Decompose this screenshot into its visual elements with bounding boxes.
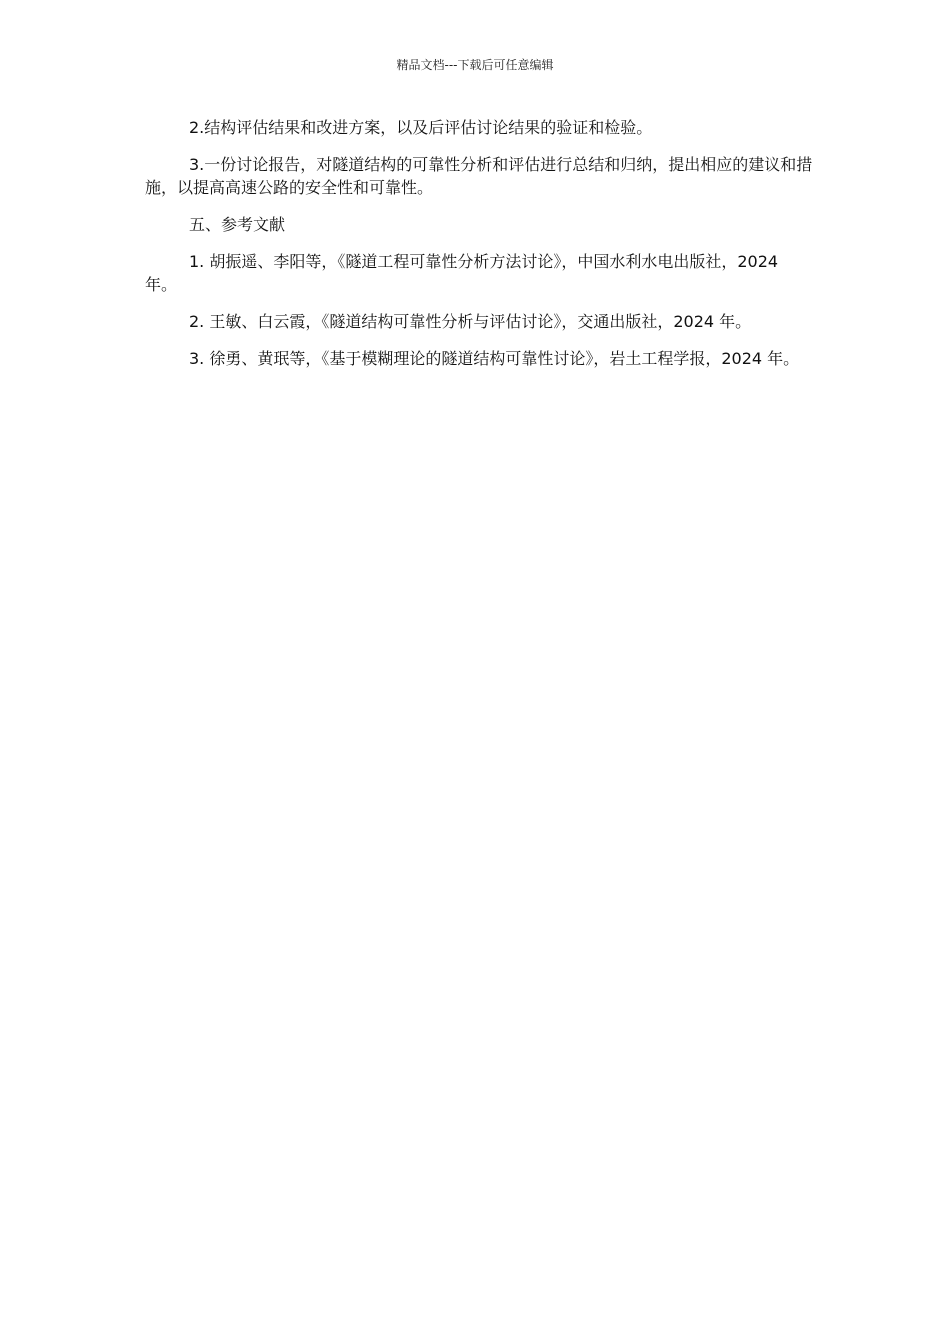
reference-item-3: 3. 徐勇、黄珉等，《基于模糊理论的隧道结构可靠性讨论》，岩土工程学报，2024 年。: [189, 349, 800, 368]
paragraph-deliverable-2: 2.结构评估结果和改进方案，以及后评估讨论结果的验证和检验。: [189, 118, 653, 137]
page-header: 精品文档---下载后可任意编辑: [396, 58, 554, 72]
reference-item-1: 1. 胡振遥、李阳等，《隧道工程可靠性分析方法讨论》，中国水利水电出版社，2024 年。: [145, 252, 779, 294]
document-body: [145, 116, 815, 384]
reference-item-2: 2. 王敏、白云霞，《隧道结构可靠性分析与评估讨论》，交通出版社，2024 年。: [189, 312, 752, 331]
section-heading-references: 五、参考文献: [189, 215, 286, 234]
paragraph-deliverable-3: 3.一份讨论报告，对隧道结构的可靠性分析和评估进行总结和归纳，提出相应的建议和措施，以提高高速公路的安全性和可靠性。: [145, 155, 813, 197]
